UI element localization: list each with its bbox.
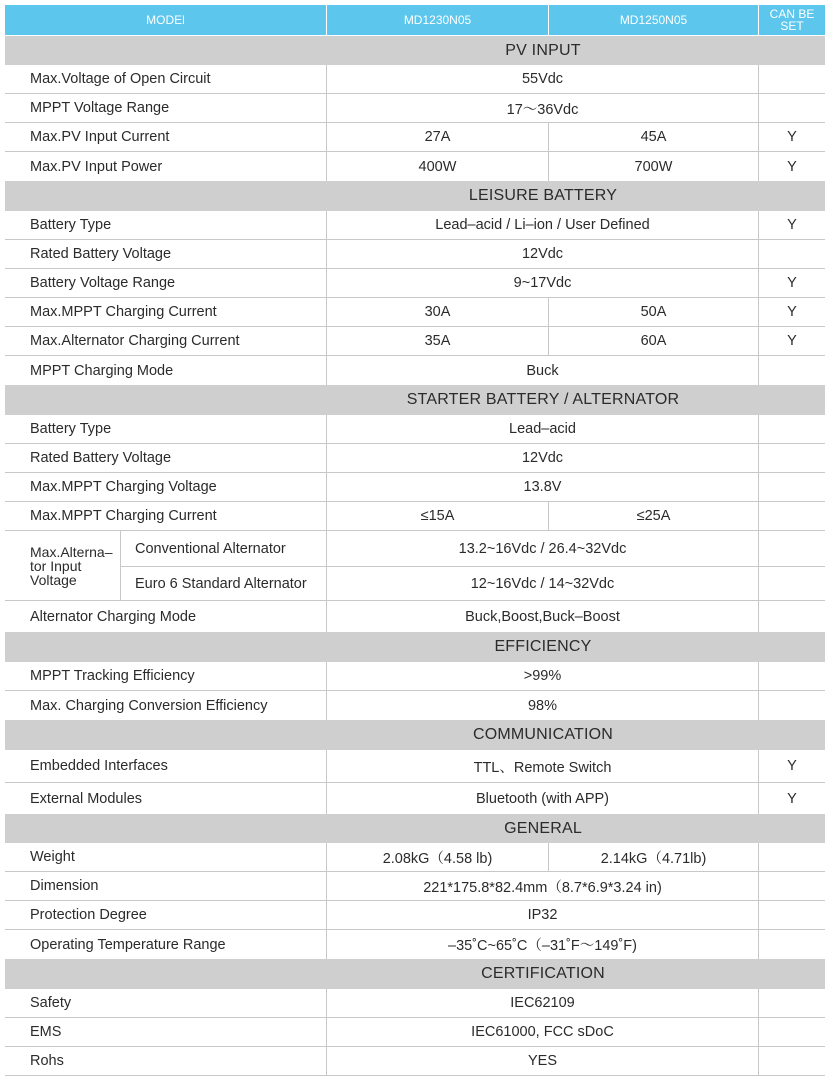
row-label: Dimension bbox=[5, 872, 327, 900]
row-set: Y bbox=[787, 790, 797, 807]
row-value: Lead–acid bbox=[327, 415, 759, 443]
row-set: Y bbox=[787, 275, 797, 291]
row-label: Operating Temperature Range bbox=[5, 930, 327, 959]
table-row bbox=[5, 872, 825, 901]
row-label: Max.Voltage of Open Circuit bbox=[5, 65, 327, 93]
header-can-be-set bbox=[759, 5, 825, 35]
table-row bbox=[5, 65, 825, 94]
row-set bbox=[759, 930, 825, 959]
row-set bbox=[759, 240, 825, 268]
section-title: EFFICIENCY bbox=[494, 638, 592, 655]
table-row-alternator-input bbox=[5, 531, 825, 601]
row-set bbox=[759, 843, 825, 871]
sub-row-label: Euro 6 Standard Alternator bbox=[121, 566, 327, 601]
row-set bbox=[759, 989, 825, 1017]
section-title: COMMUNICATION bbox=[472, 726, 614, 743]
row-value: IEC61000, FCC sDoC bbox=[327, 1018, 759, 1046]
section-leisure-battery bbox=[5, 181, 825, 211]
table-row bbox=[5, 1047, 825, 1076]
row-value-b: ≤25A bbox=[549, 502, 759, 530]
row-value: 12Vdc bbox=[327, 240, 759, 268]
row-value: Buck,Boost,Buck–Boost bbox=[327, 601, 759, 632]
row-label: Max.PV Input Power bbox=[5, 152, 327, 181]
row-label: Max.MPPT Charging Current bbox=[5, 502, 327, 530]
row-set bbox=[759, 65, 825, 93]
table-row bbox=[5, 502, 825, 531]
row-set bbox=[759, 94, 825, 122]
row-set bbox=[759, 1018, 825, 1046]
header-model: MODEl bbox=[5, 5, 327, 35]
table-row bbox=[5, 843, 825, 872]
section-title: GENERAL bbox=[504, 819, 582, 837]
row-label: Battery Type bbox=[5, 211, 327, 239]
row-label: Protection Degree bbox=[5, 901, 327, 929]
row-value: Lead–acid / Li–ion / User Defined bbox=[327, 211, 759, 239]
row-value-b: 60A bbox=[549, 327, 759, 355]
row-label: Max.MPPT Charging Voltage bbox=[5, 473, 327, 501]
row-set bbox=[759, 1047, 825, 1075]
table-row bbox=[5, 356, 825, 385]
row-value: >99% bbox=[327, 662, 759, 690]
row-set bbox=[759, 415, 825, 443]
row-label: Max.MPPT Charging Current bbox=[5, 298, 327, 326]
row-set bbox=[759, 662, 825, 690]
table-row bbox=[5, 211, 825, 240]
section-starter-battery bbox=[5, 385, 825, 415]
row-label: Embedded Interfaces bbox=[5, 750, 327, 782]
row-set: Y bbox=[787, 758, 797, 774]
table-row bbox=[5, 473, 825, 502]
table-row bbox=[5, 298, 825, 327]
row-value: 98% bbox=[327, 691, 759, 720]
row-label: Rated Battery Voltage bbox=[5, 444, 327, 472]
row-label: MPPT Charging Mode bbox=[5, 356, 327, 385]
table-row bbox=[5, 691, 825, 720]
table-row bbox=[5, 989, 825, 1018]
table-row bbox=[5, 662, 825, 691]
row-value: –35˚C~65˚C（–31˚F～149˚F) bbox=[327, 930, 759, 959]
row-label: External Modules bbox=[5, 783, 327, 814]
row-value: YES bbox=[327, 1047, 759, 1075]
can-be-set-line1: CAN BE bbox=[769, 7, 815, 21]
section-certification bbox=[5, 959, 825, 989]
table-row bbox=[5, 444, 825, 473]
row-value-a: 2.08kG（4.58 lb) bbox=[327, 843, 549, 871]
section-title: PV INPUT bbox=[505, 41, 581, 59]
row-set: Y bbox=[787, 333, 797, 349]
row-label: Max.PV Input Current bbox=[5, 123, 327, 151]
row-set: Y bbox=[787, 217, 797, 233]
row-label: MPPT Tracking Efficiency bbox=[5, 662, 327, 690]
row-label: Max. Charging Conversion Efficiency bbox=[5, 691, 327, 720]
alt-input-label-line1: Max.Alterna– bbox=[30, 543, 113, 560]
table-row bbox=[5, 783, 825, 814]
section-title: STARTER BATTERY / ALTERNATOR bbox=[406, 391, 680, 408]
row-label: Battery Type bbox=[5, 415, 327, 443]
row-label: Rohs bbox=[5, 1047, 327, 1075]
table-row bbox=[5, 152, 825, 181]
table-row bbox=[5, 901, 825, 930]
row-value: Bluetooth (with APP) bbox=[327, 783, 759, 814]
row-set bbox=[759, 601, 825, 632]
table-row bbox=[5, 94, 825, 123]
row-set bbox=[759, 872, 825, 900]
section-title: LEISURE BATTERY bbox=[468, 187, 618, 204]
row-set: Y bbox=[787, 304, 797, 320]
row-value: 13.8V bbox=[327, 473, 759, 501]
section-title: CERTIFICATION bbox=[481, 965, 605, 982]
row-set bbox=[759, 502, 825, 530]
row-value-b: 45A bbox=[549, 123, 759, 151]
row-set: Y bbox=[787, 158, 797, 175]
row-set bbox=[759, 901, 825, 929]
row-value: IP32 bbox=[327, 901, 759, 929]
row-value: IEC62109 bbox=[327, 989, 759, 1017]
row-label: Safety bbox=[5, 989, 327, 1017]
row-label: Max.Alternator Charging Current bbox=[5, 327, 327, 355]
table-row bbox=[5, 240, 825, 269]
row-value: 221*175.8*82.4mm（8.7*6.9*3.24 in) bbox=[327, 872, 759, 900]
row-set bbox=[759, 691, 825, 720]
table-row bbox=[5, 750, 825, 783]
section-general bbox=[5, 814, 825, 843]
table-header bbox=[5, 5, 825, 35]
row-label: EMS bbox=[5, 1018, 327, 1046]
section-efficiency bbox=[5, 632, 825, 662]
header-model-a: MD1230N05 bbox=[327, 5, 549, 35]
table-row bbox=[5, 269, 825, 298]
row-value-a: 30A bbox=[327, 298, 549, 326]
sub-row-value: 12~16Vdc / 14~32Vdc bbox=[327, 566, 759, 601]
sub-row-value: 13.2~16Vdc / 26.4~32Vdc bbox=[327, 531, 759, 566]
row-value-b: 50A bbox=[549, 298, 759, 326]
table-row bbox=[5, 1018, 825, 1047]
row-label: Rated Battery Voltage bbox=[5, 240, 327, 268]
row-value-a: 400W bbox=[327, 152, 549, 181]
row-value: TTL、Remote Switch bbox=[327, 750, 759, 782]
sub-row-label: Conventional Alternator bbox=[121, 531, 327, 566]
row-label: MPPT Voltage Range bbox=[5, 94, 327, 122]
row-set: Y bbox=[787, 129, 797, 145]
row-value: 12Vdc bbox=[327, 444, 759, 472]
table-row bbox=[5, 601, 825, 632]
row-value-b: 700W bbox=[549, 152, 759, 181]
row-label: Battery Voltage Range bbox=[5, 269, 327, 297]
row-label: Weight bbox=[5, 843, 327, 871]
row-set bbox=[759, 444, 825, 472]
row-value-a: 35A bbox=[327, 327, 549, 355]
section-communication bbox=[5, 720, 825, 750]
alt-input-label bbox=[5, 531, 121, 600]
alt-input-label-line3: Voltage bbox=[30, 571, 77, 588]
header-model-b: MD1250N05 bbox=[549, 5, 759, 35]
row-set bbox=[759, 356, 825, 385]
alt-input-label-line2: tor Input bbox=[30, 557, 82, 574]
section-pv-input bbox=[5, 36, 825, 65]
table-row bbox=[5, 123, 825, 152]
row-value-b: 2.14kG（4.71lb) bbox=[549, 843, 759, 871]
row-value: 17～36Vdc bbox=[327, 94, 759, 122]
table-row bbox=[5, 930, 825, 959]
table-row bbox=[5, 327, 825, 356]
row-value: 9~17Vdc bbox=[327, 269, 759, 297]
table-row bbox=[5, 415, 825, 444]
row-value-a: ≤15A bbox=[327, 502, 549, 530]
can-be-set-line2: SET bbox=[780, 19, 804, 33]
row-set bbox=[759, 473, 825, 501]
row-value-a: 27A bbox=[327, 123, 549, 151]
row-label: Alternator Charging Mode bbox=[5, 601, 327, 632]
row-value: Buck bbox=[327, 356, 759, 385]
row-value: 55Vdc bbox=[327, 65, 759, 93]
